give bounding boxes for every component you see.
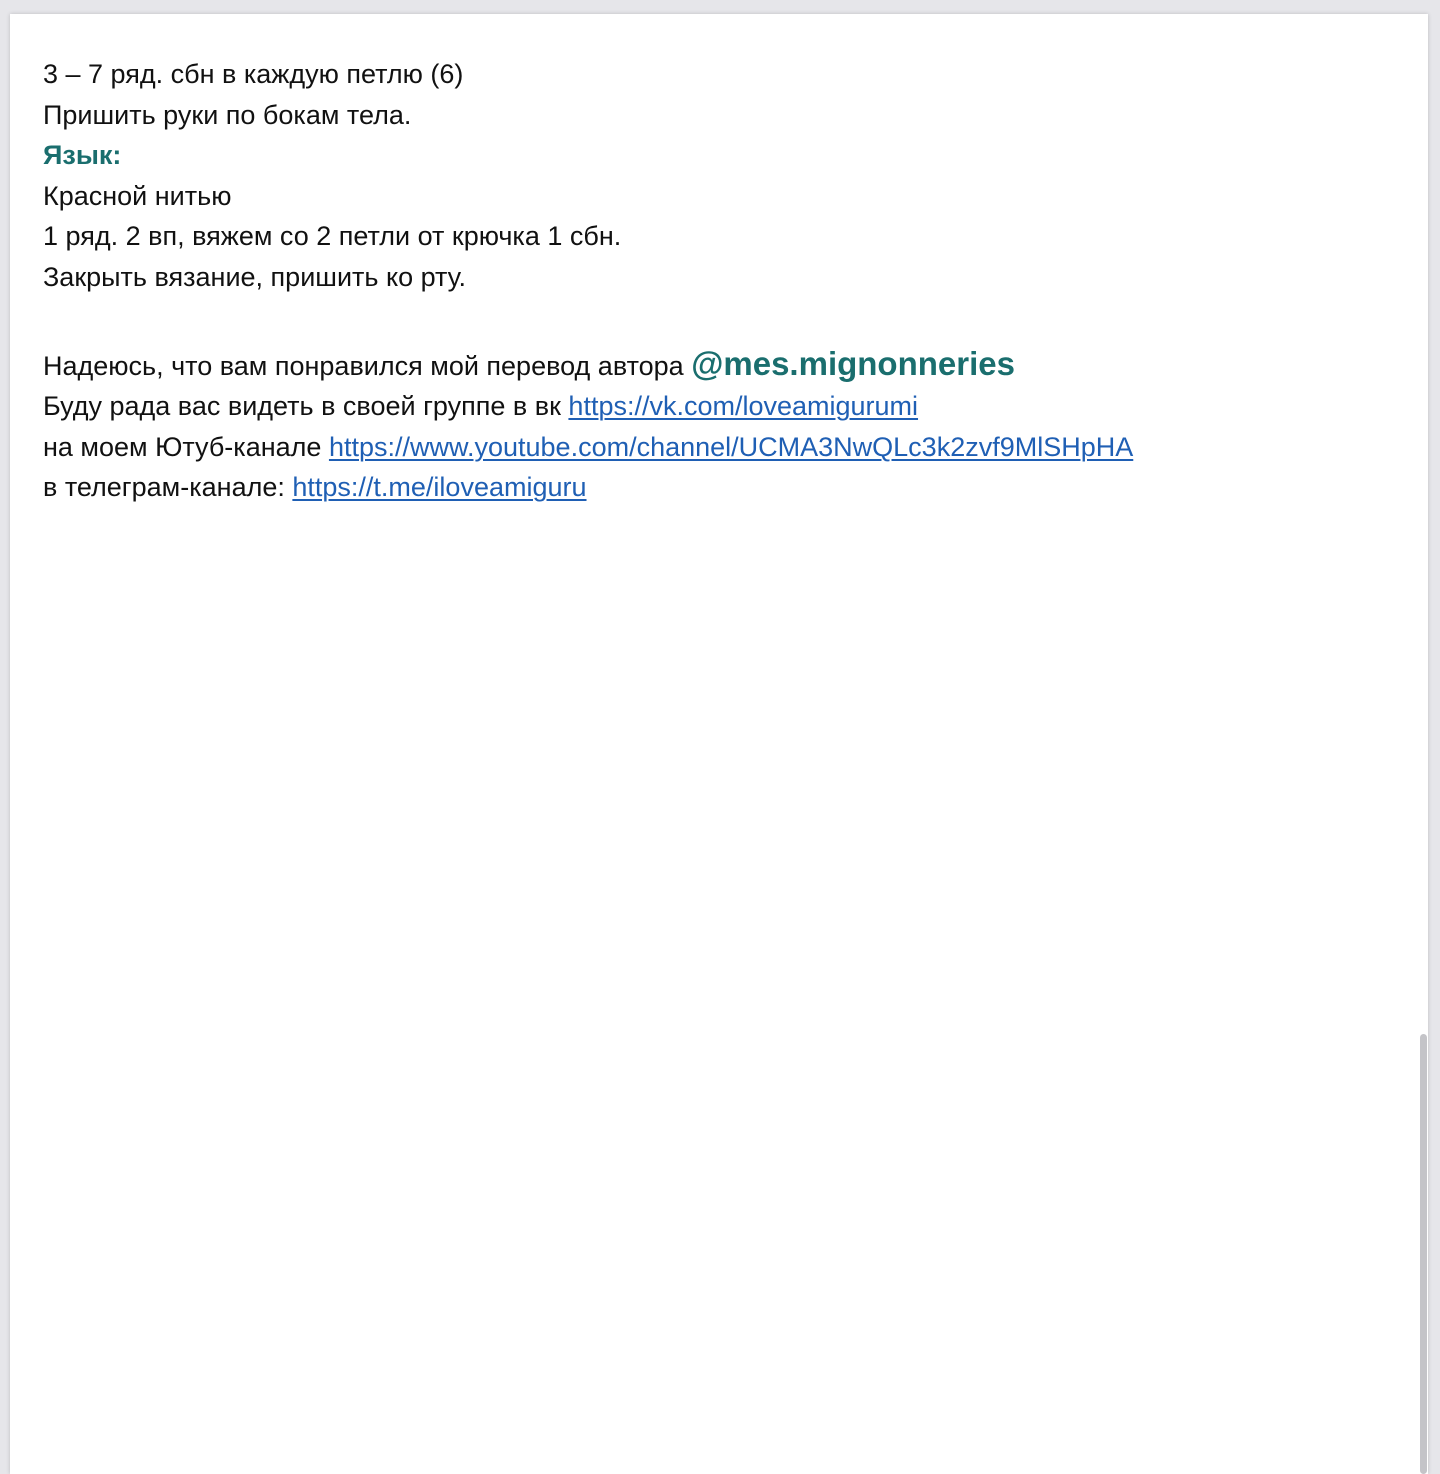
youtube-line xyxy=(43,427,1403,468)
spacer xyxy=(43,298,1403,344)
scrollbar-thumb[interactable] xyxy=(1420,1034,1427,1474)
vk-text: Буду рада вас видеть в своей группе в вк xyxy=(43,391,561,422)
youtube-link[interactable]: https://www.youtube.com/channel/UCMA3NwQLc3k2zvf9MlSHpHA xyxy=(328,431,1134,462)
finish-instruction: Закрыть вязание, пришить ко рту. xyxy=(43,261,466,292)
document-page xyxy=(10,14,1428,1474)
row-instruction: 3 – 7 ряд. сбн в каждую петлю (6) xyxy=(43,59,464,89)
document-content xyxy=(43,54,1403,508)
thanks-line xyxy=(43,344,1403,387)
thanks-text: Надеюсь, что вам понравился мой перевод автора xyxy=(43,350,684,381)
yarn-color-note: Красной нитью xyxy=(43,180,232,211)
vk-link[interactable]: https://vk.com/loveamigurumi xyxy=(568,391,919,422)
tongue-row-instruction: 1 ряд. 2 вп, вяжем со 2 петли от крючка 1 сбн. xyxy=(43,221,622,252)
vk-line xyxy=(43,386,1403,427)
vertical-scrollbar[interactable] xyxy=(1416,14,1428,1474)
section-heading-tongue: Язык: xyxy=(43,140,122,171)
telegram-line xyxy=(43,467,1403,508)
telegram-link[interactable]: https://t.me/iloveamiguru xyxy=(292,472,587,503)
telegram-text: в телеграм-канале: xyxy=(43,472,285,503)
sew-arms-instruction: Пришить руки по бокам тела. xyxy=(43,99,412,130)
author-handle: @mes.mignonneries xyxy=(691,344,1015,382)
youtube-text: на моем Ютуб-канале xyxy=(43,431,322,462)
